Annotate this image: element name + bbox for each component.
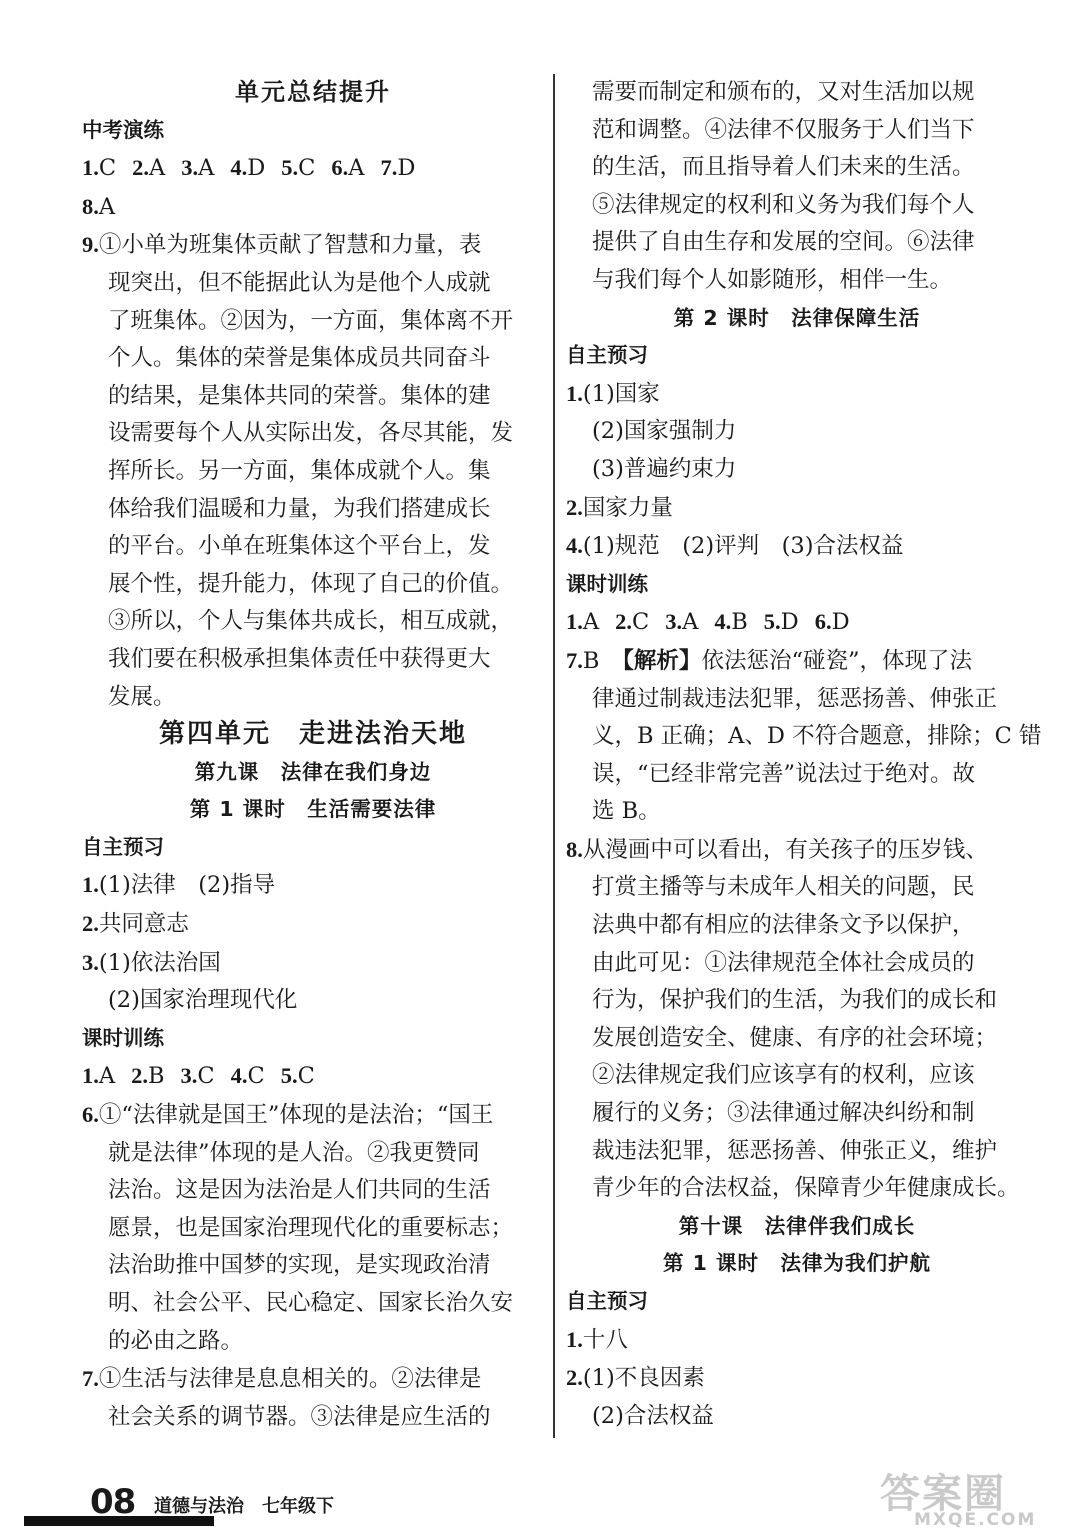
text-line: 法治助推中国梦的实现，是实现政治清 xyxy=(108,1252,491,1279)
question-number: 5. xyxy=(280,1063,298,1089)
section-zhongkao: 中考演练 xyxy=(82,117,164,142)
answer-letter: A xyxy=(582,609,600,636)
text-line: 的生活，而且指导着人们未来的生活。 xyxy=(592,154,975,181)
text-line: 的结果，是集体共同的荣誉。集体的建 xyxy=(108,382,491,409)
question-number: 2. xyxy=(82,911,99,937)
question-number: 2. xyxy=(566,1365,583,1391)
answer-text: 十八 xyxy=(582,1326,628,1353)
page-footer xyxy=(24,1482,384,1522)
text-line: 展个性，提升能力，体现了自己的价值。 xyxy=(108,570,514,597)
question-number: 4. xyxy=(230,1063,248,1089)
text-line: 设需要每个人从实际出发，各尽其能，发 xyxy=(108,420,514,447)
question-number: 3. xyxy=(82,949,99,975)
text-line: ①小单为班集体贡献了智慧和力量，表 xyxy=(98,232,482,259)
unit4-title: 第四单元 走进法治天地 xyxy=(158,719,467,750)
answer-item xyxy=(132,149,165,188)
question-number: 5. xyxy=(281,155,299,181)
section-keshi: 课时训练 xyxy=(566,571,648,596)
left-column xyxy=(82,74,544,1436)
answer-text: (2)国家强制力 xyxy=(592,418,737,445)
column-divider xyxy=(553,74,555,1438)
answer-letter: C xyxy=(98,155,117,182)
question-number: 3. xyxy=(665,609,683,635)
answer-letter: C xyxy=(247,1063,265,1090)
text-line: 体给我们温暖和力量，为我们搭建成长 xyxy=(108,495,491,522)
text-line: 了班集体。②因为，一方面，集体离不开 xyxy=(108,307,514,334)
answer-text: (1)不良因素 xyxy=(582,1365,705,1392)
question-number: 2. xyxy=(131,1063,148,1089)
answer-item xyxy=(82,1057,115,1096)
answer-letter: D xyxy=(780,609,799,636)
answer-letter: A xyxy=(98,1063,116,1090)
text-line: 行为，保护我们的生活，为我们的成长和 xyxy=(592,987,998,1014)
question-number: 1. xyxy=(82,155,99,181)
question-9 xyxy=(82,226,544,716)
text-line: 青少年的合法权益，保障青少年健康成长。 xyxy=(592,1175,1020,1202)
answer-letter: A xyxy=(682,609,699,636)
answer-item xyxy=(566,603,599,642)
book-title: 道德与法治 七年级下 xyxy=(154,1496,334,1517)
text-line: 个人。集体的荣誉是集体成员共同奋斗 xyxy=(108,345,491,372)
lesson9-1-title: 第 1 课时 生活需要法律 xyxy=(189,797,437,822)
text-line: 打赏主播等与未成年人相关的问题，民 xyxy=(592,874,975,901)
answer-item xyxy=(131,1057,164,1096)
list-item xyxy=(82,866,544,905)
question-number: 4. xyxy=(566,533,583,559)
question-number: 5. xyxy=(763,609,781,635)
question-number: 2. xyxy=(615,609,632,635)
text-line: 误，“已经非常完善”说法过于绝对。故 xyxy=(592,760,976,787)
question-7 xyxy=(566,642,1042,831)
text-line: 就是法律”体现的是人治。②我更赞同 xyxy=(108,1139,480,1166)
text-line: 现突出，但不能据此认为是他个人成就 xyxy=(108,269,491,296)
answer-item xyxy=(281,1057,315,1096)
text-line: 愿景，也是国家治理现代化的重要标志； xyxy=(108,1214,514,1241)
text-line: 履行的义务；③法律通过解决纠纷和制 xyxy=(592,1100,975,1127)
text-line: 发展创造安全、健康、有序的社会环境； xyxy=(592,1024,998,1051)
question-number: 6. xyxy=(814,609,832,635)
answer-item xyxy=(714,603,747,642)
list-item xyxy=(566,1359,1028,1398)
text-line: 依法惩治“碰瓷”，体现了法 xyxy=(701,647,972,674)
answer-letter: C xyxy=(298,155,316,182)
answer-letter: D xyxy=(397,155,416,182)
text-line: 的必由之路。 xyxy=(108,1327,244,1354)
answer-text: (3)普遍约束力 xyxy=(592,455,737,482)
answer-letter: A xyxy=(148,155,166,182)
watermark-url: MXQE.COM xyxy=(914,1510,1037,1530)
answer-text: 国家力量 xyxy=(582,494,673,521)
answer-row xyxy=(566,603,1028,642)
lesson9-2-title: 第 2 课时 法律保障生活 xyxy=(673,305,921,330)
lesson10-title: 第十课 法律伴我们成长 xyxy=(678,1213,916,1238)
text-line: 明、社会公平、民心稳定、国家长治久安 xyxy=(108,1290,514,1316)
text-line: 裁违法犯罪，惩恶扬善、伸张正义，维护 xyxy=(592,1137,998,1164)
question-number: 1. xyxy=(82,1063,99,1089)
answer-text: 共同意志 xyxy=(98,911,189,938)
answer-item xyxy=(665,603,698,642)
section-keshi: 课时训练 xyxy=(82,1025,164,1050)
question-number: 9. xyxy=(82,232,99,258)
section-zizhu: 自主预习 xyxy=(566,343,648,368)
answer-letter: A xyxy=(198,155,215,182)
question-7 xyxy=(82,1360,544,1436)
answer-letter: B xyxy=(148,1063,165,1090)
list-item xyxy=(82,905,544,944)
answer-text: (1)规范 (2)评判 (3)合法权益 xyxy=(582,533,904,560)
text-line: 发展。 xyxy=(108,683,176,710)
question-number: 2. xyxy=(132,155,149,181)
question-number: 1. xyxy=(566,1326,583,1352)
question-number: 6. xyxy=(331,155,349,181)
answer-letter: B xyxy=(731,609,748,636)
watermark xyxy=(880,1462,1050,1532)
answer-letter: A xyxy=(348,155,365,182)
question-number: 6. xyxy=(82,1102,99,1128)
text-line: 法典中都有相应的法律条文予以保护， xyxy=(592,912,975,939)
text-line: 的平台。小单在班集体这个平台上，发 xyxy=(108,533,491,560)
text-line: 义，B 正确；A、D 不符合题意，排除；C 错 xyxy=(592,723,1042,750)
text-line: ①“法律就是国王”体现的是法治；“国王 xyxy=(98,1102,494,1129)
answer-item xyxy=(82,149,116,188)
list-item xyxy=(566,1321,1028,1360)
question-6 xyxy=(82,1096,544,1360)
text-line: 法治。这是因为法治是人们共同的生活 xyxy=(108,1177,491,1204)
question-number: 3. xyxy=(180,1063,198,1089)
list-item xyxy=(82,944,544,983)
answer-item xyxy=(231,1057,265,1096)
text-line: ②法律规定我们应该享有的权利，应该 xyxy=(592,1062,975,1089)
page-number: 08 xyxy=(90,1482,136,1522)
question-number: 7. xyxy=(380,155,398,181)
list-item xyxy=(566,489,1028,528)
answer-item xyxy=(764,603,799,642)
answer-letter: C xyxy=(297,1063,315,1090)
question-number: 4. xyxy=(230,155,248,181)
text-line: 范和调整。④法律不仅服务于人们当下 xyxy=(592,116,975,143)
text-line: ⑤法律规定的权利和义务为我们每个人 xyxy=(592,191,975,218)
answer-text: (2)合法权益 xyxy=(592,1402,714,1429)
text-line: 与我们每个人如影随形，相伴一生。 xyxy=(592,266,953,293)
text-line: ③所以，个人与集体共成长，相互成就， xyxy=(108,608,514,635)
answer-text: (1)法律 (2)指导 xyxy=(98,872,276,899)
lesson9-title: 第九课 法律在我们身边 xyxy=(194,759,432,784)
text-line: 我们要在积极承担集体责任中获得更大 xyxy=(108,645,491,672)
answer-item xyxy=(380,149,415,188)
answer-letter: D xyxy=(831,609,850,636)
text-line: 提供了自由生存和发展的空间。⑥法律 xyxy=(592,229,975,256)
text-line: ①生活与法律是息息相关的。②法律是 xyxy=(98,1366,482,1393)
answer-item xyxy=(82,188,115,227)
answer-item xyxy=(181,149,214,188)
answer-item xyxy=(615,603,649,642)
answer-text: B xyxy=(582,647,600,674)
answer-text: (1)国家 xyxy=(582,380,660,407)
answer-row xyxy=(82,149,544,188)
question-number: 1. xyxy=(566,609,583,635)
section-zizhu: 自主预习 xyxy=(566,1289,648,1313)
analysis-tag: 【解析】 xyxy=(611,647,702,674)
text-line: 社会关系的调节器。③法律是应生活的 xyxy=(108,1403,491,1430)
text-line: 由此可见：①法律规范全体社会成员的 xyxy=(592,949,975,976)
question-number: 8. xyxy=(566,836,583,862)
text-line: 挥所长。另一方面，集体成就个人。集 xyxy=(108,457,491,484)
answer-letter: C xyxy=(632,609,650,636)
unit-summary-title: 单元总结提升 xyxy=(235,78,391,106)
question-number: 1. xyxy=(82,872,99,898)
question-8 xyxy=(566,831,1028,1208)
answer-item xyxy=(181,1057,215,1096)
question-number: 8. xyxy=(82,193,99,219)
text-line: 需要而制定和颁布的，又对生活加以规 xyxy=(592,79,975,105)
question-number: 7. xyxy=(566,647,583,673)
lesson10-1-title: 第 1 课时 法律为我们护航 xyxy=(662,1251,932,1276)
text-line: 选 B。 xyxy=(592,798,661,825)
answer-item xyxy=(815,603,850,642)
section-zizhu: 自主预习 xyxy=(82,834,164,859)
question-number: 7. xyxy=(82,1366,99,1392)
answer-letter: D xyxy=(247,155,266,182)
list-item xyxy=(566,375,1028,414)
answer-text: (1)依法治国 xyxy=(98,949,221,976)
answer-item xyxy=(230,149,265,188)
question-number: 4. xyxy=(714,609,732,635)
answer-item xyxy=(281,149,315,188)
answer-text: (2)国家治理现代化 xyxy=(108,987,298,1014)
answer-letter: C xyxy=(197,1063,215,1090)
text-line: 从漫画中可以看出，有关孩子的压岁钱、 xyxy=(582,836,988,863)
answer-row xyxy=(82,188,544,227)
question-number: 2. xyxy=(566,494,583,520)
question-number: 1. xyxy=(566,380,583,406)
answer-item xyxy=(331,149,364,188)
text-line: 律通过制裁违法犯罪，惩恶扬善、伸张正 xyxy=(592,685,998,712)
right-column xyxy=(566,74,1042,1435)
question-number: 3. xyxy=(181,155,199,181)
watermark-logo: 答案圈 xyxy=(880,1471,1006,1517)
list-item xyxy=(566,527,1028,566)
answer-letter: A xyxy=(98,193,116,220)
answer-row xyxy=(82,1057,544,1096)
